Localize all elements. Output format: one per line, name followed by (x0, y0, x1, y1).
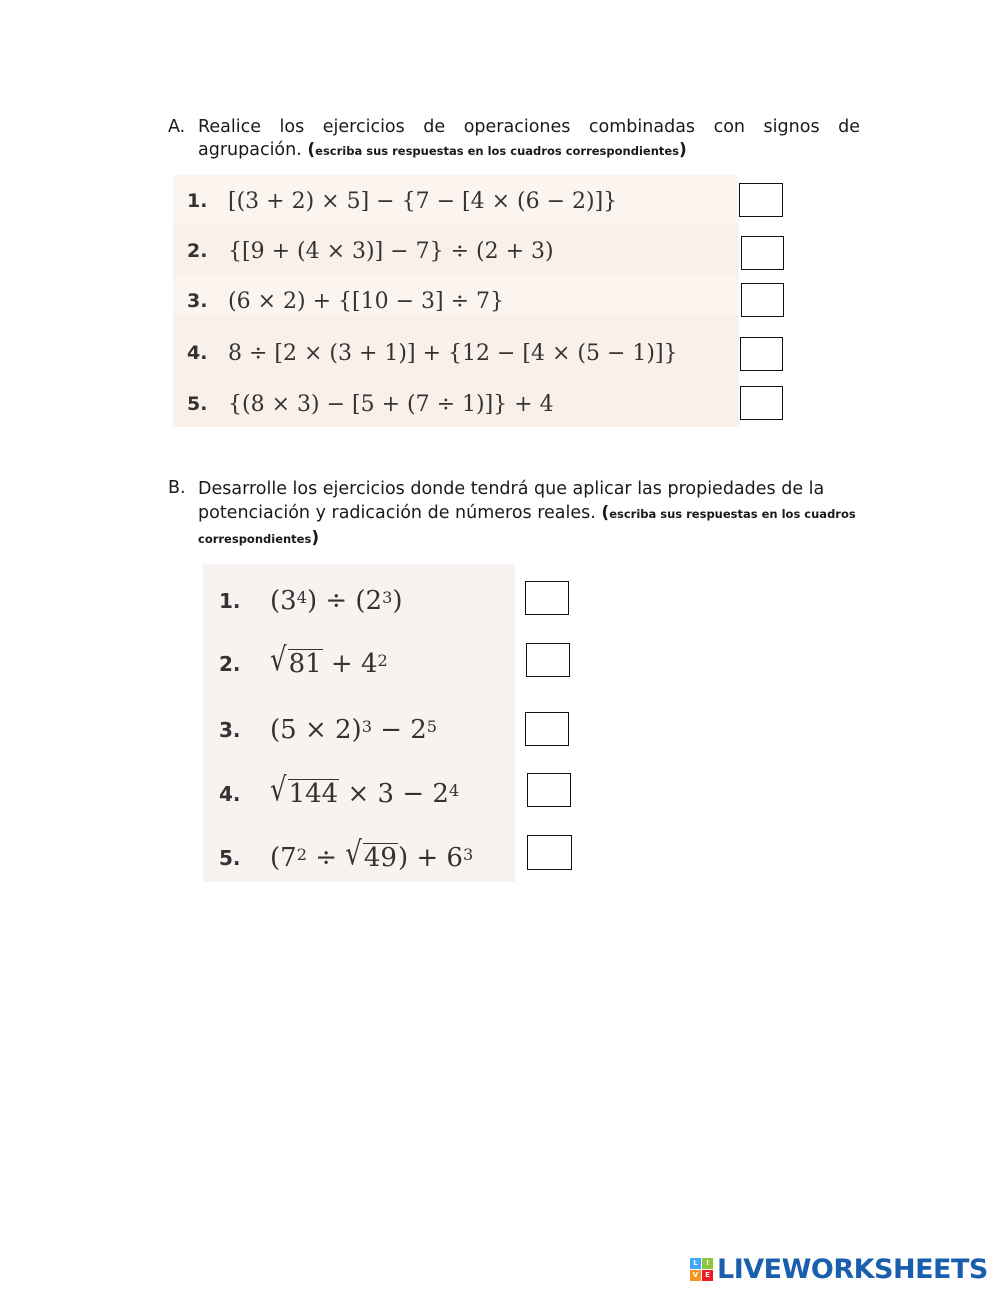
section-letter-b: B. (168, 478, 186, 498)
exercise-number: 4. (219, 782, 241, 806)
exercise-panel-b (203, 564, 515, 882)
instruction-b-text: Desarrolle los ejercicios donde tendrá que aplicar las propiedades de la potenciación y radicación de números reales. (198, 479, 825, 523)
answer-box-b-1[interactable] (525, 581, 569, 615)
exercise-number: 5. (187, 393, 208, 415)
square-root: √ 49 (345, 835, 397, 874)
answer-box-a-3[interactable] (741, 283, 784, 317)
instruction-a-note: escriba sus respuestas en los cuadros correspondientes (315, 144, 680, 158)
logo-mark-icon: L I V E (690, 1258, 713, 1281)
exercise-expression: √ 144 × $3 - 2^4$ (270, 771, 460, 810)
exercise-expression: √ 81 + $4^2$ (270, 641, 388, 680)
answer-box-a-4[interactable] (740, 337, 783, 371)
exercise-panel-a (173, 175, 739, 427)
exercise-number: 2. (219, 652, 241, 676)
answer-box-a-2[interactable] (741, 236, 784, 270)
answer-box-b-3[interactable] (525, 712, 569, 746)
note-close-paren: ) (679, 140, 687, 160)
liveworksheets-logo (690, 1254, 988, 1284)
instruction-a-text: Realice los ejercicios de operaciones combinadas con signos de agrupación. (198, 117, 860, 160)
instruction-b-note: escriba sus respuestas en los cuadros correspondientes (198, 507, 856, 546)
exercise-number: 5. (219, 846, 241, 870)
exercise-expression: ($7^2$ ÷ √ 49 ) + $6^3$ (270, 835, 474, 874)
exercise-number: 1. (187, 190, 208, 212)
exercise-number: 4. (187, 342, 208, 364)
instruction-a (168, 116, 860, 163)
answer-box-b-5[interactable] (527, 835, 572, 870)
exercise-number: 3. (187, 290, 208, 312)
note-close-paren: ) (311, 528, 320, 548)
note-open-paren: ( (601, 503, 610, 523)
exercise-expression: {[9 + (4 × 3)] − 7} ÷ (2 + 3) (228, 238, 554, 264)
answer-box-a-1[interactable] (739, 183, 783, 217)
answer-box-b-2[interactable] (526, 643, 570, 677)
exercise-expression: [(3 + 2) × 5] − {7 − [4 × (6 − 2)]} (228, 188, 618, 214)
exercise-number: 2. (187, 240, 208, 262)
exercise-number: 1. (219, 589, 241, 613)
exercise-expression: {(8 × 3) − [5 + (7 ÷ 1)]} + 4 (228, 391, 554, 417)
answer-box-a-5[interactable] (740, 386, 783, 420)
logo-text: LIVEWORKSHEETS (717, 1253, 988, 1285)
exercise-expression: $(5 \times 2)^3 - 2^5$ (270, 715, 438, 745)
section-letter-a: A. (168, 117, 186, 137)
exercise-expression: $(3^4) \div (2^3)$ (270, 586, 403, 616)
exercise-expression: 8 ÷ [2 × (3 + 1)] + {12 − [4 × (5 − 1)]} (228, 340, 678, 366)
exercise-expression: (6 × 2) + {[10 − 3] ÷ 7} (228, 288, 504, 314)
instruction-b (168, 477, 860, 551)
instruction-a-text-block (198, 116, 860, 163)
square-root: √ 81 (270, 641, 322, 680)
instruction-b-text-block (198, 477, 860, 551)
note-open-paren: ( (307, 140, 316, 160)
exercise-number: 3. (219, 718, 241, 742)
square-root: √ 144 (270, 771, 339, 810)
answer-box-b-4[interactable] (527, 773, 571, 807)
